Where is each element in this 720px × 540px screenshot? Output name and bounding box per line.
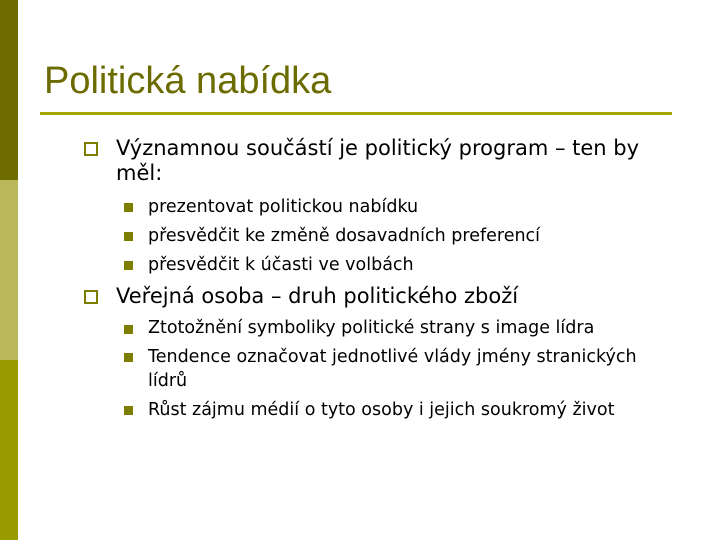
square-bullet-icon: [124, 232, 133, 241]
bullet-text: Významnou součástí je politický program – ten by měl:: [116, 136, 640, 185]
square-bullet-icon: [124, 406, 133, 415]
square-bullet-icon: [124, 261, 133, 270]
sub-bullet-text: Tendence označovat jednotlivé vlády jmény stranických lídrů: [148, 347, 637, 391]
sub-bullet-text: prezentovat politickou nabídku: [148, 197, 419, 217]
hollow-square-bullet-icon: [84, 290, 98, 304]
square-bullet-icon: [124, 353, 133, 362]
title-underline: [40, 112, 672, 115]
side-bar-bottom: [0, 360, 18, 540]
bullet-text: Veřejná osoba – druh politického zboží: [116, 284, 519, 308]
sub-bullet-text: přesvědčit ke změně dosavadních preferencí: [148, 226, 541, 246]
square-bullet-icon: [124, 203, 133, 212]
slide-title: Politická nabídka: [44, 60, 332, 102]
sub-bullet-text: Ztotožnění symboliky politické strany s image lídra: [148, 318, 595, 338]
side-bar-middle: [0, 180, 18, 360]
sub-bullet-text: Růst zájmu médií o tyto osoby i jejich soukromý život: [148, 400, 615, 420]
side-bar-top: [0, 0, 18, 180]
sub-bullet-text: přesvědčit k účasti ve volbách: [148, 255, 414, 275]
square-bullet-icon: [124, 325, 133, 334]
hollow-square-bullet-icon: [84, 142, 98, 156]
